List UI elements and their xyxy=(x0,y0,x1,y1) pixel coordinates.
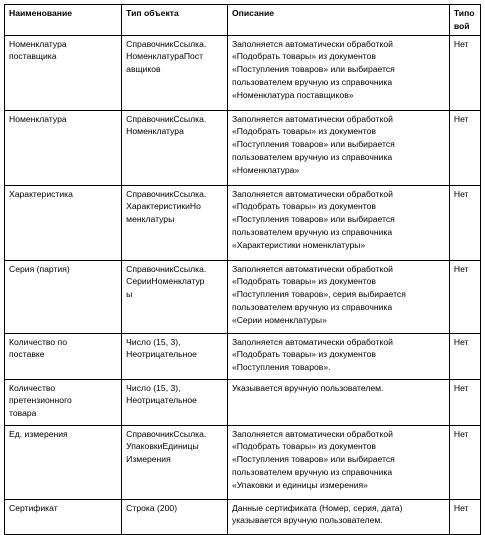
cell-name: Номенклатура xyxy=(5,110,122,185)
cell-name: Характеристика xyxy=(5,185,122,260)
table-row xyxy=(5,110,481,185)
cell-type: Число (15, 3), Неотрицательное xyxy=(122,333,228,379)
header-description: Описание xyxy=(227,5,449,36)
attributes-table xyxy=(4,4,481,535)
cell-type: СправочникСсылка. НоменклатураПост авщиков xyxy=(122,35,228,110)
cell-description: Заполняется автоматически обработкой «Подобрать товары» из документов «Поступления товаров» или выбирается пользователем вручную из справочника «Номенклатура поставщиков» xyxy=(227,35,449,110)
cell-standard: Нет xyxy=(449,185,480,260)
cell-description: Указывается вручную пользователем. xyxy=(227,379,449,425)
table-row xyxy=(5,185,481,260)
cell-standard: Нет xyxy=(449,379,480,425)
cell-description: Заполняется автоматически обработкой «Подобрать товары» из документов «Поступления товаров» или выбирается пользователем вручную из справочника «Номенклатура» xyxy=(227,110,449,185)
cell-type: СправочникСсылка. ХарактеристикиНо менклатуры xyxy=(122,185,228,260)
cell-description: Заполняется автоматически обработкой «Подобрать товары» из документов «Поступления товаров». xyxy=(227,333,449,379)
cell-name: Ед. измерения xyxy=(5,425,122,499)
header-name: Наименование xyxy=(5,5,122,36)
cell-description: Заполняется автоматически обработкой «Подобрать товары» из документов «Поступления товаров» или выбирается пользователем вручную из справочника «Упаковки и единицы измерения» xyxy=(227,425,449,499)
table-row xyxy=(5,333,481,379)
cell-type: СправочникСсылка. Номенклатура xyxy=(122,110,228,185)
cell-standard: Нет xyxy=(449,425,480,499)
cell-standard: Нет xyxy=(449,499,480,534)
header-type: Тип объекта xyxy=(122,5,228,36)
cell-standard: Нет xyxy=(449,110,480,185)
cell-type: СправочникСсылка. СерииНоменклатур ы xyxy=(122,260,228,333)
table-header-row xyxy=(5,5,481,36)
cell-type: СправочникСсылка. УпаковкиЕдиницы Измерения xyxy=(122,425,228,499)
cell-standard: Нет xyxy=(449,260,480,333)
header-standard: Типо вой xyxy=(449,5,480,36)
cell-description: Заполняется автоматически обработкой «Подобрать товары» из документов «Поступления товаров», серия выбирается пользователем вручную из справочника «Серии номенклатуры» xyxy=(227,260,449,333)
cell-name: Сертификат xyxy=(5,499,122,534)
cell-description: Данные сертификата (Номер, серия, дата) указывается вручную пользователем. xyxy=(227,499,449,534)
table-row xyxy=(5,425,481,499)
cell-description: Заполняется автоматически обработкой «Подобрать товары» из документов «Поступления товаров» или выбирается пользователем вручную из справочника «Характеристики номенклатуры» xyxy=(227,185,449,260)
cell-standard: Нет xyxy=(449,333,480,379)
cell-type: Строка (200) xyxy=(122,499,228,534)
cell-type: Число (15, 3), Неотрицательное xyxy=(122,379,228,425)
table-row xyxy=(5,35,481,110)
cell-name: Серия (партия) xyxy=(5,260,122,333)
table-row xyxy=(5,499,481,534)
table-row xyxy=(5,260,481,333)
cell-name: Количество претензионного товара xyxy=(5,379,122,425)
cell-name: Номенклатура поставщика xyxy=(5,35,122,110)
cell-standard: Нет xyxy=(449,35,480,110)
table-row xyxy=(5,379,481,425)
cell-name: Количество по поставке xyxy=(5,333,122,379)
